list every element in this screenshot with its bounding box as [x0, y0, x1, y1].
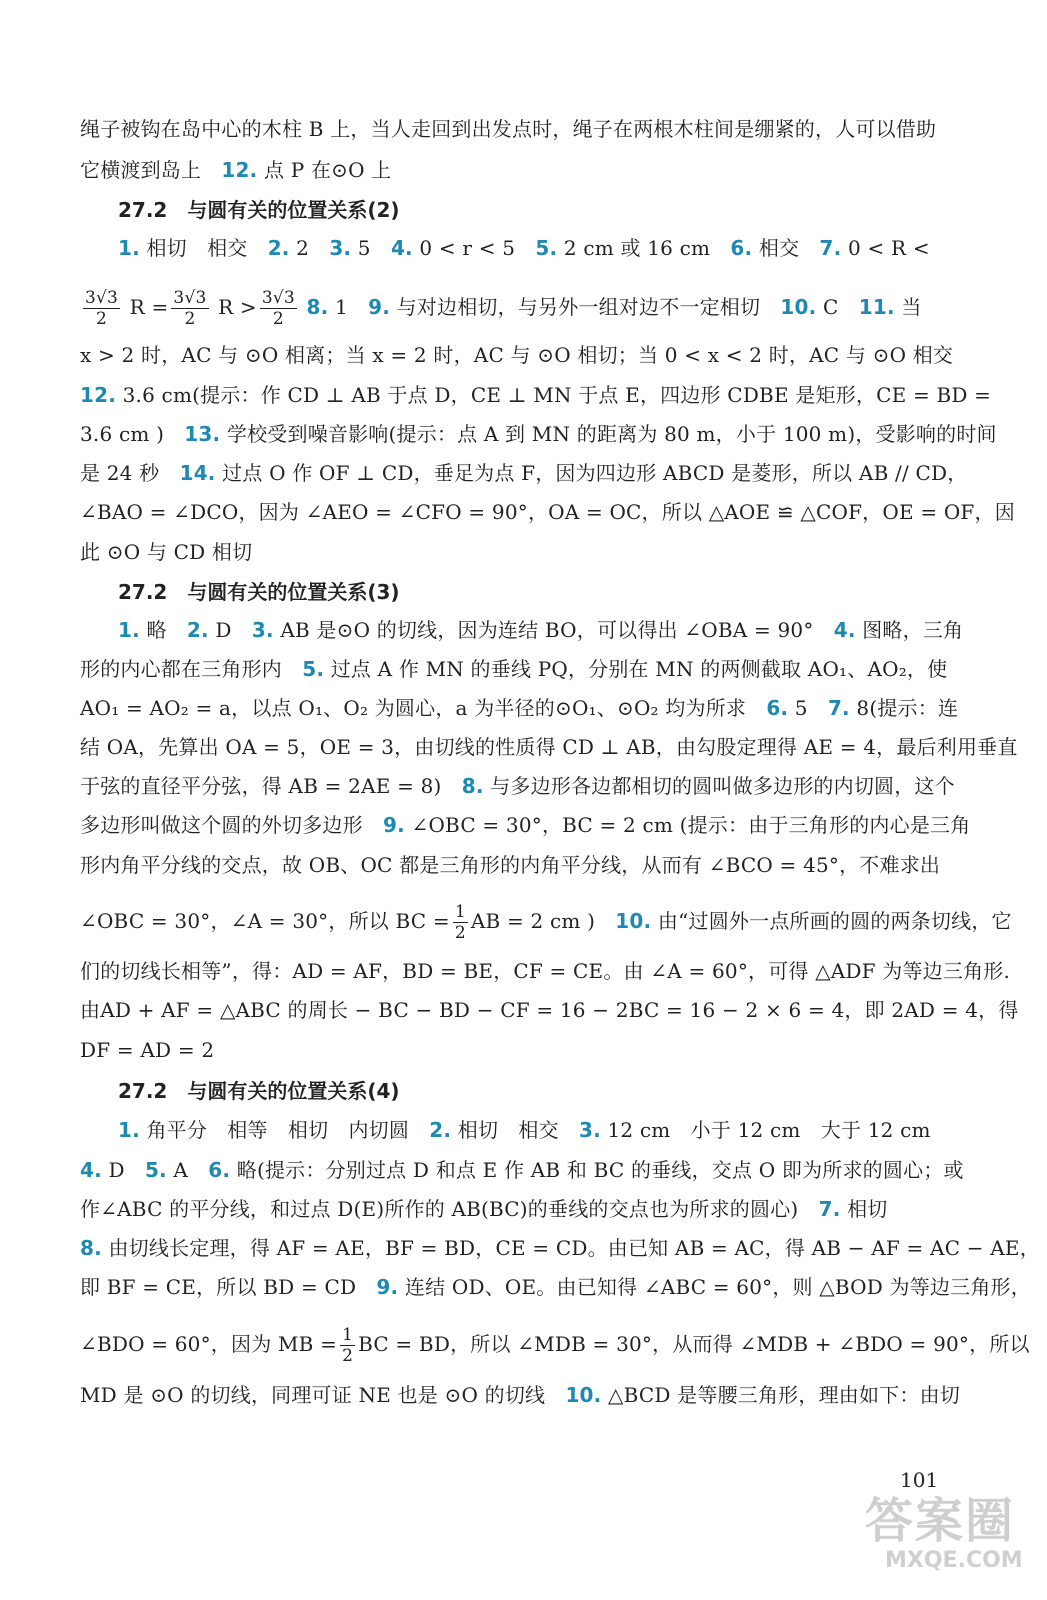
text-line: 1. 角平分 相等 相切 内切圆 2. 相切 相交 3. 12 cm 小于 12 cm 大于 12 cm	[118, 1118, 931, 1142]
text-line: 3.6 cm ) 13. 学校受到噪音影响(提示：点 A 到 MN 的距离为 80 m，小于 100 m)，受影响的时间	[80, 422, 997, 446]
text-line: 们的切线长相等”，得：AD = AF，BD = BE，CF = CE。由 ∠A = 60°，可得 △ADF 为等边三角形.	[80, 959, 1011, 983]
section-heading: 27.2 与圆有关的位置关系(3)	[118, 580, 400, 604]
text-line: 此 ⊙O 与 CD 相切	[80, 540, 253, 564]
text-line: 是 24 秒 14. 过点 O 作 OF ⊥ CD，垂足为点 F，因为四边形 ABCD 是菱形，所以 AB // CD，	[80, 461, 968, 485]
fraction: $\frac{3√3}{2}$	[261, 288, 295, 329]
text-line: 形的内心都在三角形内 5. 过点 A 作 MN 的垂线 PQ，分别在 MN 的两侧截取 AO₁、AO₂，使	[80, 657, 948, 681]
text-line: DF = AD = 2	[80, 1038, 215, 1062]
page-number: 101	[900, 1468, 939, 1492]
section-heading: 27.2 与圆有关的位置关系(4)	[118, 1079, 400, 1103]
watermark-text: 答案圈	[865, 1493, 1016, 1549]
fraction: $\frac{1}{2}$	[342, 1325, 354, 1366]
text-line: AO₁ = AO₂ = a，以点 O₁、O₂ 为圆心，a 为半径的⊙O₁、⊙O₂ 均为所求 6. 5 7. 8(提示：连	[80, 696, 959, 720]
text-line: $\frac{3√3}{2}$ R = $\frac{3√3}{2}$ R > $\frac{3√3}{2}$ 8. 1 9. 与对边相切，与另外一组对边不一定相切 10. C 11. 当	[85, 288, 922, 329]
text-line: x > 2 时，AC 与 ⊙O 相离；当 x = 2 时，AC 与 ⊙O 相切；当 0 < x < 2 时，AC 与 ⊙O 相交	[80, 343, 954, 367]
text-line: 即 BF = CE，所以 BD = CD 9. 连结 OD、OE。由已知得 ∠ABC = 60°，则 △BOD 为等边三角形，	[80, 1275, 1031, 1299]
watermark-logo	[845, 1482, 1035, 1592]
section-heading: 27.2 与圆有关的位置关系(2)	[118, 198, 400, 222]
text-line: 形内角平分线的交点，故 OB、OC 都是三角形的内角平分线，从而有 ∠BCO = 45°，不难求出	[80, 853, 941, 877]
text-line: 于弦的直径平分弦，得 AB = 2AE = 8) 8. 与多边形各边都相切的圆叫做多边形的内切圆，这个	[80, 774, 955, 798]
text-line: 它横渡到岛上 12. 点 P 在⊙O 上	[80, 158, 392, 182]
text-line: 1. 相切 相交 2. 2 3. 5 4. 0 < r < 5 5. 2 cm 或 16 cm 6. 相交 7. 0 < R <	[118, 236, 930, 260]
fraction: $\frac{3√3}{2}$	[85, 288, 119, 329]
text-line: 12. 3.6 cm(提示：作 CD ⊥ AB 于点 D，CE ⊥ MN 于点 E，四边形 CDBE 是矩形，CE = BD =	[80, 383, 992, 407]
watermark-url: MXQE.COM	[885, 1548, 1023, 1573]
text-line: 1. 略 2. D 3. AB 是⊙O 的切线，因为连结 BO，可以得出 ∠OBA = 90° 4. 图略，三角	[118, 618, 964, 642]
text-line: 结 OA，先算出 OA = 5，OE = 3，由切线的性质得 CD ⊥ AB，由勾股定理得 AE = 4，最后利用垂直	[80, 735, 1018, 759]
text-line: 绳子被钩在岛中心的木柱 B 上，当人走回到出发点时，绳子在两根木柱间是绷紧的，人可以借助	[80, 117, 937, 141]
text-line: 4. D 5. A 6. 略(提示：分别过点 D 和点 E 作 AB 和 BC 的垂线，交点 O 即为所求的圆心；或	[80, 1158, 964, 1182]
text-line: 8. 由切线长定理，得 AF = AE，BF = BD，CE = CD。由已知 AB = AC，得 AB − AF = AC − AE，	[80, 1236, 1040, 1260]
text-line: 多边形叫做这个圆的外切多边形 9. ∠OBC = 30°，BC = 2 cm (提示：由于三角形的内心是三角	[80, 813, 971, 837]
fraction: $\frac{1}{2}$	[454, 902, 466, 943]
text-line: ∠BAO = ∠DCO，因为 ∠AEO = ∠CFO = 90°，OA = OC，所以 △AOE ≌ △COF，OE = OF，因	[80, 500, 1015, 524]
text-line: 作∠ABC 的平分线，和过点 D(E)所作的 AB(BC)的垂线的交点也为所求的圆心) 7. 相切	[80, 1197, 888, 1221]
text-line: 由AD + AF = △ABC 的周长 − BC − BD − CF = 16 − 2BC = 16 − 2 × 6 = 4，即 2AD = 4，得	[80, 998, 1019, 1022]
text-line: ∠OBC = 30°，∠A = 30°，所以 BC = $\frac{1}{2}$ AB = 2 cm ) 10. 由“过圆外一点所画的圆的两条切线，它	[80, 902, 1012, 943]
text-line: MD 是 ⊙O 的切线，同理可证 NE 也是 ⊙O 的切线 10. △BCD 是等腰三角形，理由如下：由切	[80, 1383, 960, 1407]
fraction: $\frac{3√3}{2}$	[173, 288, 207, 329]
text-line: ∠BDO = 60°，因为 MB = $\frac{1}{2}$ BC = BD，所以 ∠MDB = 30°，从而得 ∠MDB + ∠BDO = 90°，所以	[80, 1325, 1030, 1366]
